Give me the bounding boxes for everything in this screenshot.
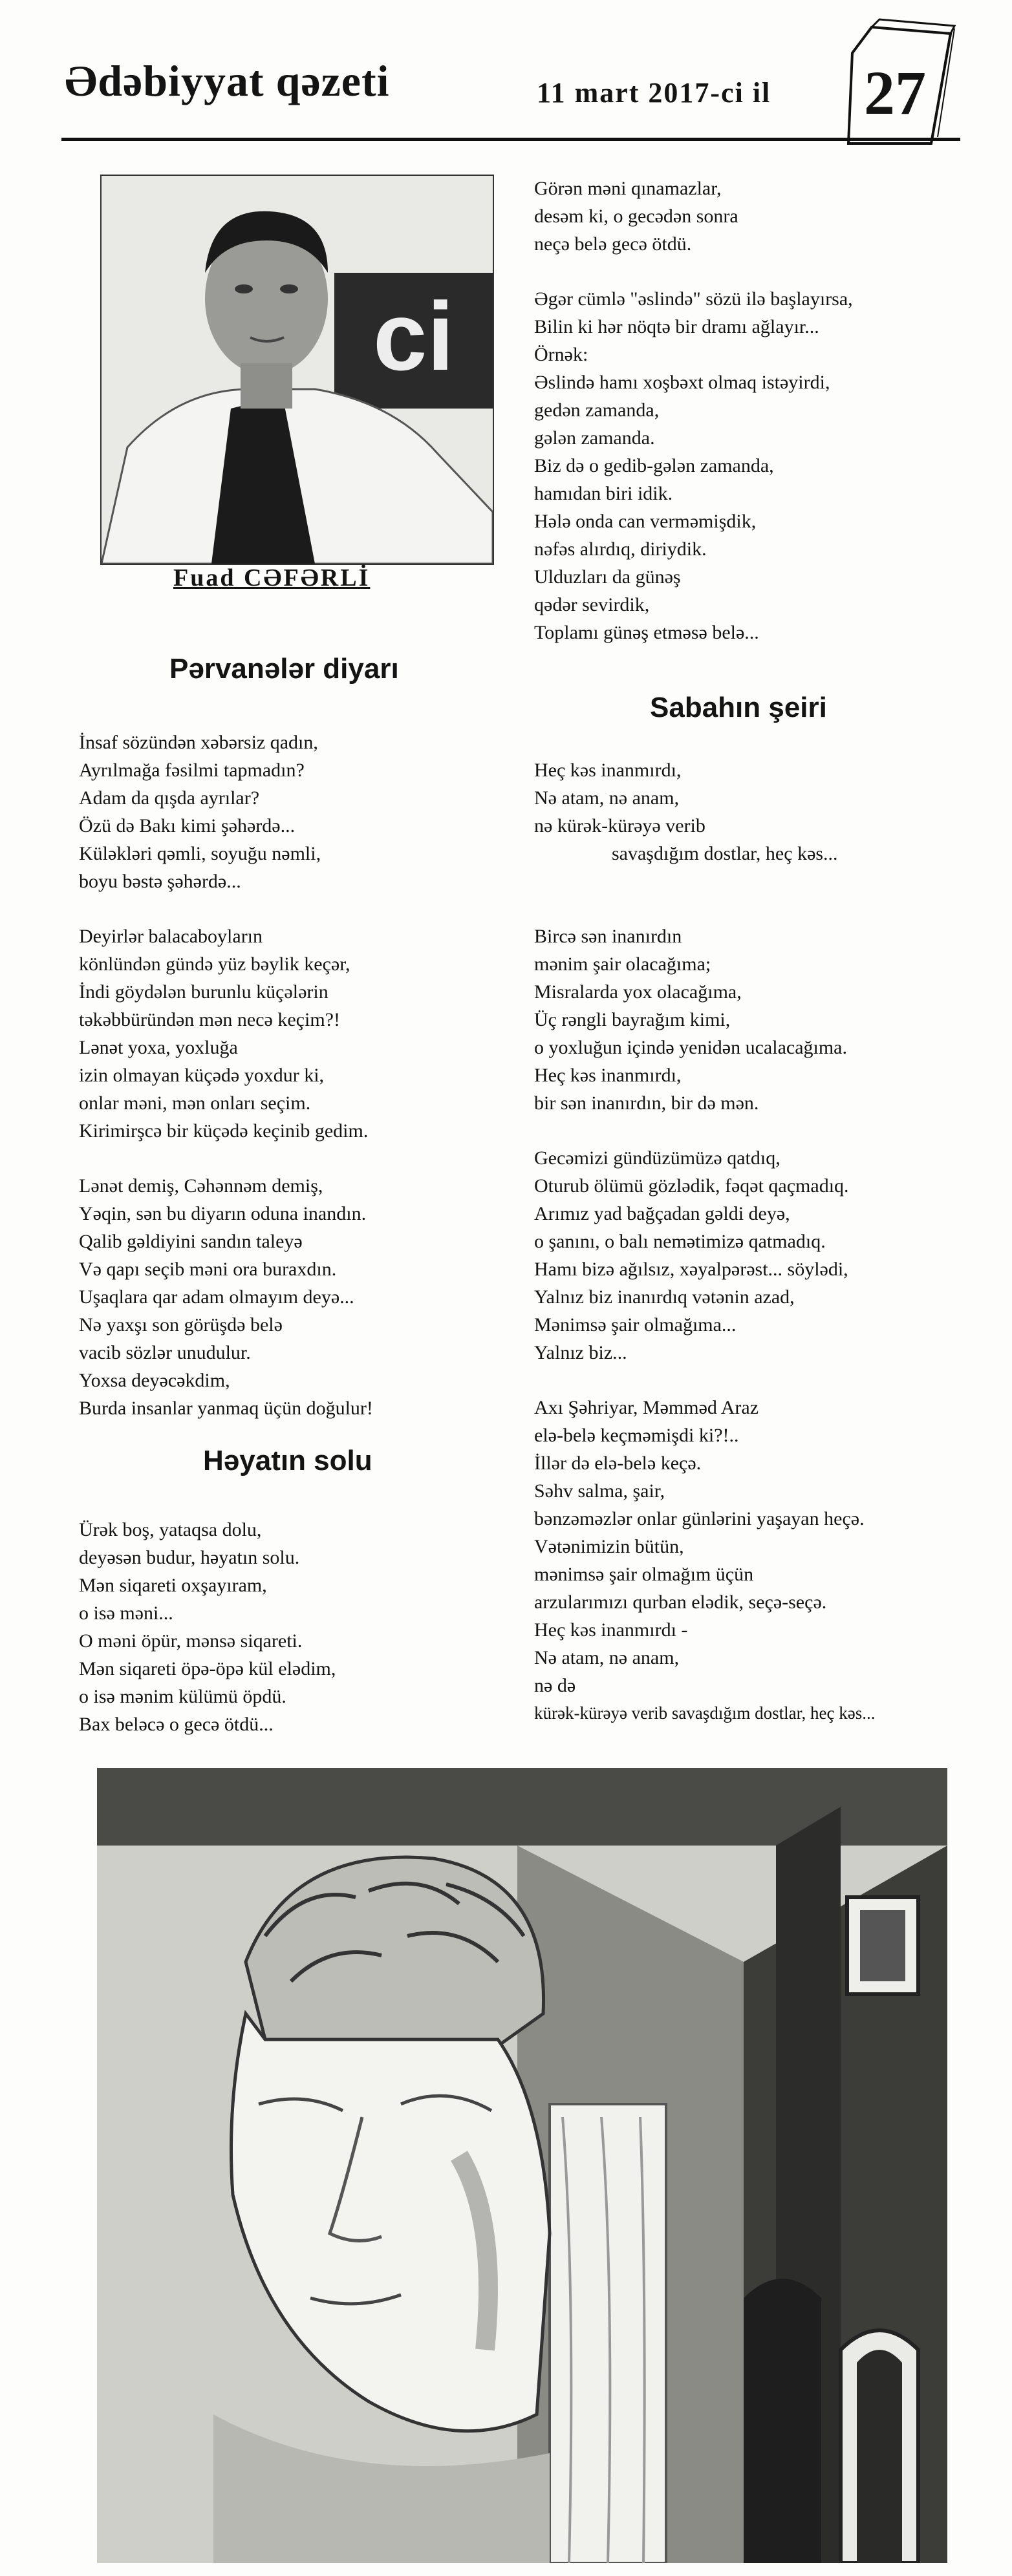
verse-line: Və qapı seçib məni ora buraxdın. <box>79 1259 337 1280</box>
verse-line: Ayrılmağa fəsilmi tapmadın? <box>79 760 305 781</box>
verse-line: gələn zamanda. <box>534 427 655 449</box>
stanza <box>534 175 987 258</box>
verse-line: Görən məni qınamazlar, <box>534 178 722 199</box>
verse-line: hamıdan biri idik. <box>534 483 673 504</box>
verse-line: Misralarda yox olacağıma, <box>534 981 742 1003</box>
verse-line: Deyirlər balacaboyların <box>79 926 263 947</box>
verse-line: elə-belə keçməmişdi ki?!.. <box>534 1425 739 1446</box>
verse-line: Bax beləcə o gecə ötdü... <box>79 1714 274 1735</box>
verse-line: savaşdığım dostlar, heç kəs... <box>612 843 838 864</box>
verse-line: Mən siqareti öpə-öpə kül elədim, <box>79 1658 336 1679</box>
verse-line: Hamı bizə ağılsız, xəyalpərəst... söylədi, <box>534 1259 848 1280</box>
verse-line: Burda insanlar yanmaq üçün doğulur! <box>79 1398 373 1419</box>
verse-line: Səhv salma, şair, <box>534 1480 665 1502</box>
author-name: Fuad CƏFƏRLİ <box>173 564 371 591</box>
verse-line: o şanını, o balı nemətimizə qatmadıq. <box>534 1231 826 1252</box>
verse-line: Kirimirşcə bir küçədə keçinib gedim. <box>79 1120 369 1142</box>
verse-line: mənimsə şair olmağım üçün <box>534 1564 754 1585</box>
verse-line: Bircə sən inanırdın <box>534 926 682 947</box>
stanza <box>534 285 987 646</box>
verse-line: o yoxluğun içində yenidən ucalacağıma. <box>534 1037 847 1058</box>
verse-line: Örnək: <box>534 344 588 365</box>
verse-line: Ürək boş, yataqsa dolu, <box>79 1519 262 1540</box>
verse-line: İllər də elə-belə keçə. <box>534 1453 702 1474</box>
verse-line: Lənət yoxa, yoxluğa <box>79 1037 238 1058</box>
verse-line: Əgər cümlə "əslində" sözü ilə başlayırsa, <box>534 288 853 310</box>
verse-line: Qalib gəldiyini sandın taleyə <box>79 1231 303 1252</box>
newspaper-name: Ədəbiyyat qəzeti <box>65 56 390 105</box>
stanza <box>79 922 506 1145</box>
verse-line: İnsaf sözündən xəbərsiz qadın, <box>79 732 318 753</box>
stanza <box>79 1172 506 1422</box>
poem2-body <box>79 1516 506 1765</box>
verse-line: o isə məni... <box>79 1602 173 1624</box>
verse-line: vacib sözlər unudulur. <box>79 1342 251 1363</box>
poem-title-3: Sabahın şeiri <box>650 692 827 723</box>
stanza <box>534 1144 987 1367</box>
verse-line: boyu bəstə şəhərdə... <box>79 871 241 892</box>
verse-line: Nə atam, nə anam, <box>534 787 680 809</box>
svg-text:ci: ci <box>373 282 455 390</box>
verse-line: Oturub ölümü gözlədik, fəqət qaçmadıq. <box>534 1175 849 1197</box>
verse-line: Yoxsa deyəcəkdim, <box>79 1370 230 1391</box>
page-number-box <box>841 14 957 150</box>
verse-line: deyəsən budur, həyatın solu. <box>79 1547 300 1568</box>
verse-line: bənzəməzlər onlar günlərini yaşayan heçə. <box>534 1508 865 1529</box>
verse-line: Toplamı günəş etməsə belə... <box>534 622 759 643</box>
verse-line: təkəbbüründən mən necə keçim?! <box>79 1009 340 1030</box>
verse-line: gedən zamanda, <box>534 399 660 421</box>
poem2-continued <box>534 175 987 674</box>
verse-line: Nə yaxşı son görüşdə belə <box>79 1314 283 1336</box>
masthead <box>0 0 1012 162</box>
verse-line: bir sən inanırdın, bir də mən. <box>534 1092 759 1114</box>
verse-line: Uşaqlara qar adam olmayım deyə... <box>79 1286 354 1308</box>
verse-line: Yalnız biz inanırdıq vətənin azad, <box>534 1286 795 1308</box>
verse-line: Biz də o gedib-gələn zamanda, <box>534 455 774 476</box>
verse-line: nəfəs alırdıq, diriydik. <box>534 538 707 560</box>
verse-line: Əslində hamı xoşbəxt olmaq istəyirdi, <box>534 372 830 393</box>
verse-line: O məni öpür, mənsə siqareti. <box>79 1630 303 1652</box>
verse-line: Vətənimizin bütün, <box>534 1536 684 1557</box>
verse-line: Lənət demiş, Cəhənnəm demiş, <box>79 1175 323 1197</box>
verse-line: Mənimsə şair olmağıma... <box>534 1314 737 1336</box>
stanza <box>534 1394 987 1727</box>
verse-line: nə kürək-kürəyə verib <box>534 815 705 836</box>
verse-line: desəm ki, o gecədən sonra <box>534 206 738 227</box>
stanza <box>79 1516 506 1738</box>
verse-line: Heç kəs inanmırdı - <box>534 1619 688 1641</box>
verse-line: Üç rəngli bayrağım kimi, <box>534 1009 731 1030</box>
poem3-body <box>534 756 987 1754</box>
verse-line: izin olmayan küçədə yoxdur ki, <box>79 1065 325 1086</box>
verse-line: o isə mənim külümü öpdü. <box>79 1686 286 1707</box>
stanza <box>79 729 506 895</box>
classical-head-illustration <box>97 1768 947 2563</box>
author-photo <box>100 175 494 565</box>
verse-line: Yalnız biz... <box>534 1342 627 1363</box>
page-number: 27 <box>864 58 926 127</box>
verse-line: Nə atam, nə anam, <box>534 1647 680 1668</box>
verse-line: neçə belə gecə ötdü. <box>534 233 692 255</box>
verse-line: Heç kəs inanmırdı, <box>534 760 682 781</box>
verse-line: Mən siqareti oxşayıram, <box>79 1575 267 1596</box>
verse-line: Yəqin, sən bu diyarın oduna inandın. <box>79 1203 367 1224</box>
verse-line: Özü də Bakı kimi şəhərdə... <box>79 815 296 836</box>
poem-title-2: Həyatın solu <box>203 1445 372 1476</box>
poem1-body <box>79 729 506 1449</box>
verse-line: Gecəmizi gündüzümüzə qatdıq, <box>534 1147 781 1169</box>
verse-line: onlar məni, mən onları seçim. <box>79 1092 311 1114</box>
stanza <box>534 922 987 1117</box>
verse-line: arzularımızı qurban elədik, seçə-seçə. <box>534 1591 827 1613</box>
verse-line: Bilin ki hər nöqtə bir dramı ağlayır... <box>534 316 819 337</box>
verse-line: nə də <box>534 1675 576 1696</box>
publication-date: 11 mart 2017-ci il <box>537 77 771 109</box>
verse-line: Hələ onda can verməmişdik, <box>534 511 757 532</box>
verse-line: Axı Şəhriyar, Məmməd Araz <box>534 1397 759 1418</box>
verse-line: qədər sevirdik, <box>534 594 650 615</box>
verse-line: Heç kəs inanmırdı, <box>534 1065 682 1086</box>
verse-line: mənim şair olacağıma; <box>534 953 711 975</box>
verse-line: könlündən gündə yüz bəylik keçər, <box>79 953 350 975</box>
verse-line: Küləkləri qəmli, soyuğu nəmli, <box>79 843 321 864</box>
verse-line: İndi göydələn burunlu küçələrin <box>79 981 328 1003</box>
verse-line: Arımız yad bağçadan gəldi deyə, <box>534 1203 790 1224</box>
masthead-rule <box>61 138 960 141</box>
verse-line: Ulduzları da günəş <box>534 566 681 588</box>
stanza <box>534 756 987 868</box>
poem-title-1: Pərvanələr diyarı <box>169 653 399 685</box>
verse-line: Adam da qışda ayrılar? <box>79 787 260 809</box>
verse-line: kürək-kürəyə verib savaşdığım dostlar, heç kəs... <box>534 1703 876 1723</box>
